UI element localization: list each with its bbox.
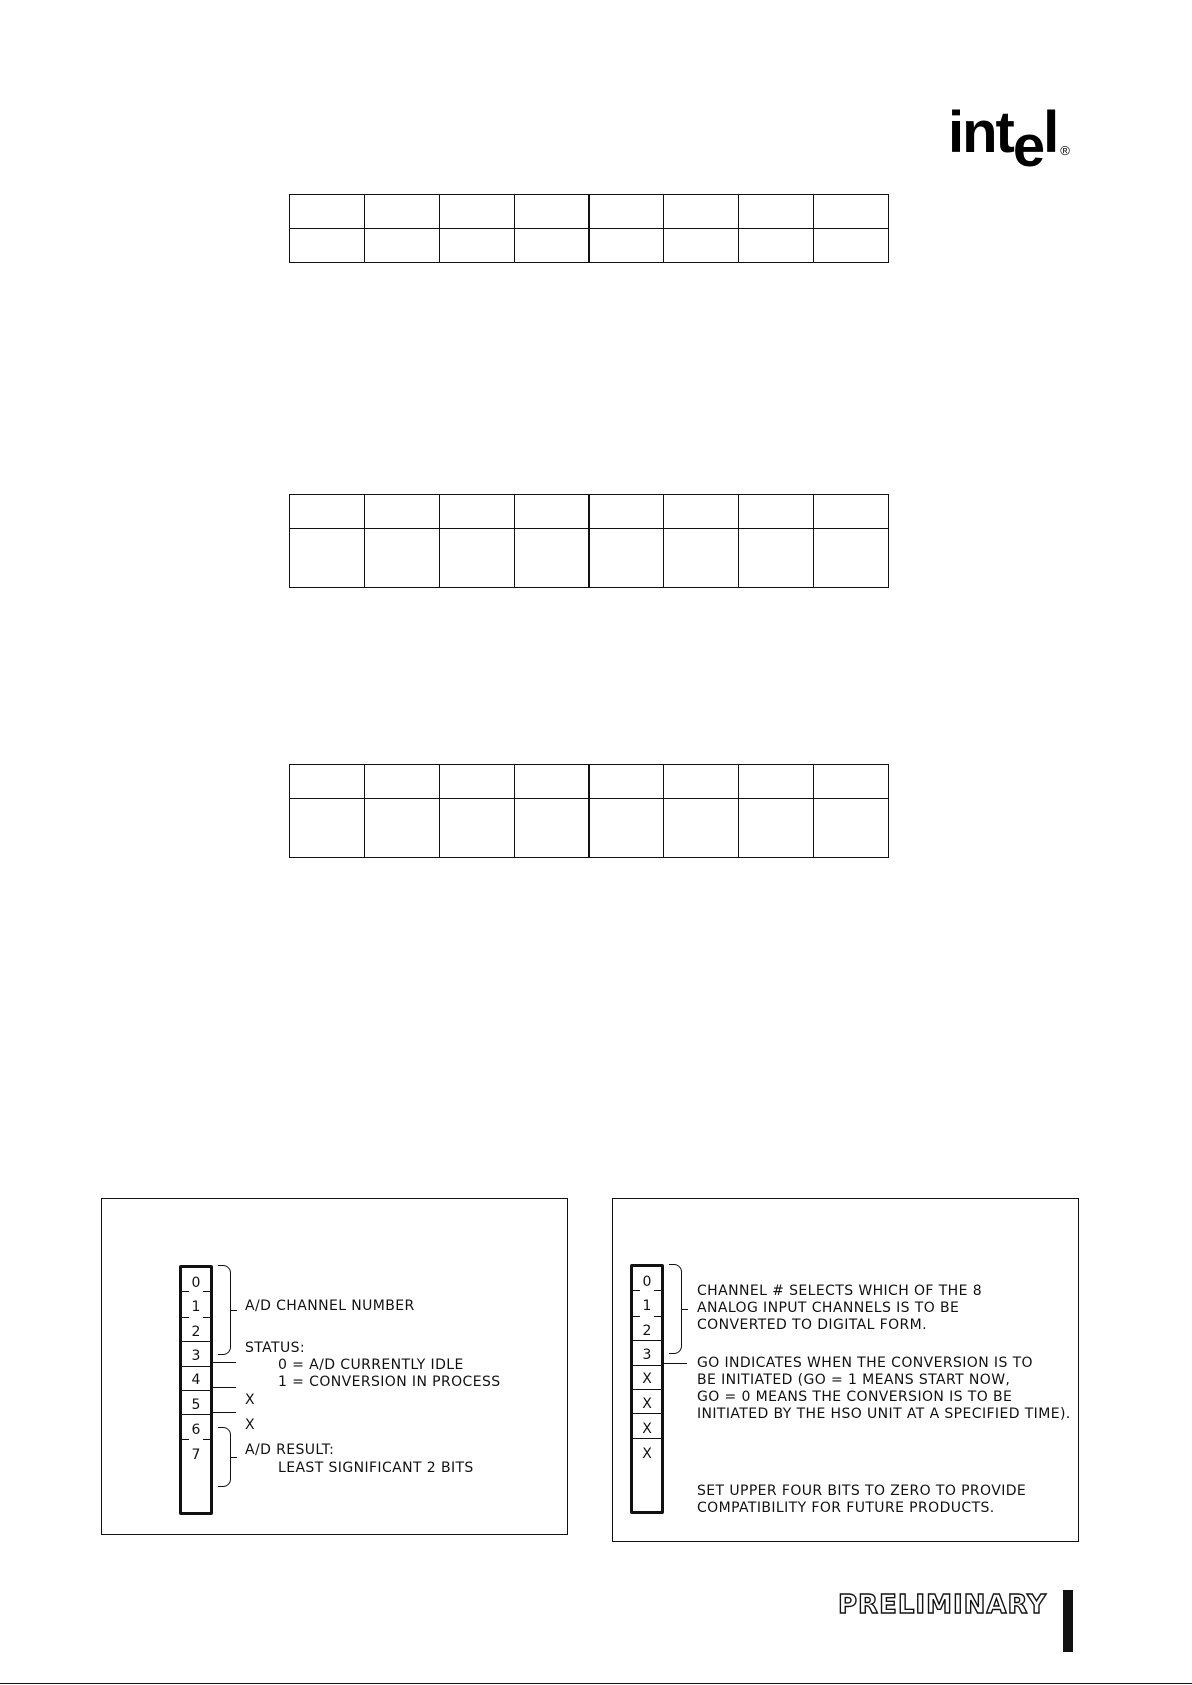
bit-label: X: [642, 1396, 652, 1412]
bit-divider: [182, 1390, 210, 1391]
bit-label: 0: [642, 1274, 652, 1290]
bit-column: [179, 1265, 213, 1515]
bit-divider: [182, 1414, 210, 1415]
table-cell: [439, 529, 514, 588]
table-cell: [290, 529, 365, 588]
table-cell: [739, 765, 814, 799]
bit-divider: [633, 1413, 661, 1414]
bit-label: X: [642, 1421, 652, 1437]
table-cell: [364, 229, 439, 263]
bit-label: 6: [191, 1422, 201, 1438]
bit-label: 3: [642, 1347, 652, 1363]
table-cell: [814, 195, 889, 229]
figure-ad-command: [612, 1198, 1079, 1542]
table-cell: [439, 765, 514, 799]
table-cell: [664, 799, 739, 858]
table-cell: [814, 799, 889, 858]
bit-label: 3: [191, 1348, 201, 1364]
label-bit-4: X: [245, 1392, 255, 1408]
table-cell: [739, 229, 814, 263]
label-go-line-1: GO INDICATES WHEN THE CONVERSION IS TO: [697, 1355, 1033, 1371]
figure-ad-result: [101, 1198, 568, 1535]
table-cell: [290, 765, 365, 799]
label-upper-line-2: COMPATIBILITY FOR FUTURE PRODUCTS.: [697, 1500, 995, 1516]
table-cell: [439, 195, 514, 229]
label-ad-result-detail: LEAST SIGNIFICANT 2 BITS: [278, 1460, 474, 1476]
bit-label: 2: [642, 1323, 652, 1339]
label-status-conversion: 1 = CONVERSION IN PROCESS: [278, 1374, 501, 1390]
leader-bit-3: [210, 1362, 236, 1363]
table-cell: [589, 799, 664, 858]
table-cell: [364, 495, 439, 529]
label-ad-result: A/D RESULT:: [245, 1442, 335, 1458]
table-cell: [664, 765, 739, 799]
table-cell: [739, 195, 814, 229]
bit-divider: [633, 1365, 661, 1366]
bit-divider: [182, 1366, 210, 1367]
table-cell: [814, 765, 889, 799]
bit-label: 0: [191, 1275, 201, 1291]
table-cell: [664, 229, 739, 263]
table-cell: [364, 529, 439, 588]
brace-bits-6-7: [218, 1427, 231, 1487]
bit-divider: [182, 1341, 210, 1342]
bit-label: X: [642, 1446, 652, 1462]
table-cell: [814, 529, 889, 588]
label-status-idle: 0 = A/D CURRENTLY IDLE: [278, 1357, 464, 1373]
table-cell: [589, 495, 664, 529]
table-cell: [739, 529, 814, 588]
registered-mark: ®: [1060, 143, 1068, 158]
bit-label: X: [642, 1371, 652, 1387]
logo-text-e: e: [1012, 114, 1044, 179]
table-cell: [589, 229, 664, 263]
bit-label: 4: [191, 1372, 201, 1388]
bit-divider: [633, 1340, 661, 1341]
table-cell: [290, 195, 365, 229]
table-cell: [514, 799, 589, 858]
page-edge-marker: [1063, 1590, 1073, 1652]
bit-label: 1: [642, 1298, 652, 1314]
table-cell: [439, 799, 514, 858]
table-cell: [439, 495, 514, 529]
label-go-line-4: INITIATED BY THE HSO UNIT AT A SPECIFIED TIME).: [697, 1406, 1071, 1422]
table-cell: [664, 529, 739, 588]
table-row: [290, 765, 889, 799]
bottom-rule: [0, 1683, 1192, 1684]
table-cell: [514, 765, 589, 799]
table-cell: [589, 765, 664, 799]
table-cell: [664, 495, 739, 529]
table-cell: [589, 529, 664, 588]
label-channel-line-1: CHANNEL # SELECTS WHICH OF THE 8: [697, 1283, 982, 1299]
leader-bit-5: [210, 1412, 236, 1413]
table-row: [290, 195, 889, 229]
label-go-line-3: GO = 0 MEANS THE CONVERSION IS TO BE: [697, 1389, 1013, 1405]
table-cell: [364, 799, 439, 858]
register-table-1: [289, 194, 889, 263]
intel-logo: [948, 100, 1068, 179]
table-cell: [439, 229, 514, 263]
bit-divider: [633, 1389, 661, 1390]
table-row: [290, 799, 889, 858]
register-table-2: [289, 494, 889, 588]
leader-bit-4: [210, 1387, 236, 1388]
brace-bits-0-2: [669, 1264, 682, 1354]
table-cell: [739, 495, 814, 529]
leader-bit-3: [661, 1363, 687, 1364]
table-cell: [290, 229, 365, 263]
bit-divider: [633, 1438, 661, 1439]
table-cell: [589, 195, 664, 229]
table-cell: [814, 229, 889, 263]
preliminary-stamp: PRELIMINARY: [838, 1590, 1047, 1620]
bit-label: 1: [191, 1299, 201, 1315]
label-status: STATUS:: [245, 1340, 306, 1356]
table-cell: [739, 799, 814, 858]
bit-label: 7: [191, 1447, 201, 1463]
bit-label: 5: [191, 1397, 201, 1413]
label-go-line-2: BE INITIATED (GO = 1 MEANS START NOW,: [697, 1372, 1011, 1388]
bit-label: 2: [191, 1324, 201, 1340]
logo-text-l: l: [1043, 100, 1058, 165]
table-cell: [514, 495, 589, 529]
table-cell: [664, 195, 739, 229]
register-table-3: [289, 764, 889, 858]
bit-column: [630, 1264, 664, 1514]
table-cell: [514, 229, 589, 263]
label-channel-number: A/D CHANNEL NUMBER: [245, 1298, 415, 1314]
table-cell: [290, 799, 365, 858]
table-cell: [364, 195, 439, 229]
table-row: [290, 229, 889, 263]
label-upper-line-1: SET UPPER FOUR BITS TO ZERO TO PROVIDE: [697, 1483, 1027, 1499]
table-cell: [514, 195, 589, 229]
table-row: [290, 495, 889, 529]
table-cell: [514, 529, 589, 588]
table-cell: [364, 765, 439, 799]
label-channel-line-3: CONVERTED TO DIGITAL FORM.: [697, 1317, 927, 1333]
label-channel-line-2: ANALOG INPUT CHANNELS IS TO BE: [697, 1300, 960, 1316]
label-bit-5: X: [245, 1417, 255, 1433]
brace-bits-0-2: [218, 1265, 231, 1355]
table-cell: [814, 495, 889, 529]
table-cell: [290, 495, 365, 529]
table-row: [290, 529, 889, 588]
logo-text-int: int: [948, 100, 1013, 165]
